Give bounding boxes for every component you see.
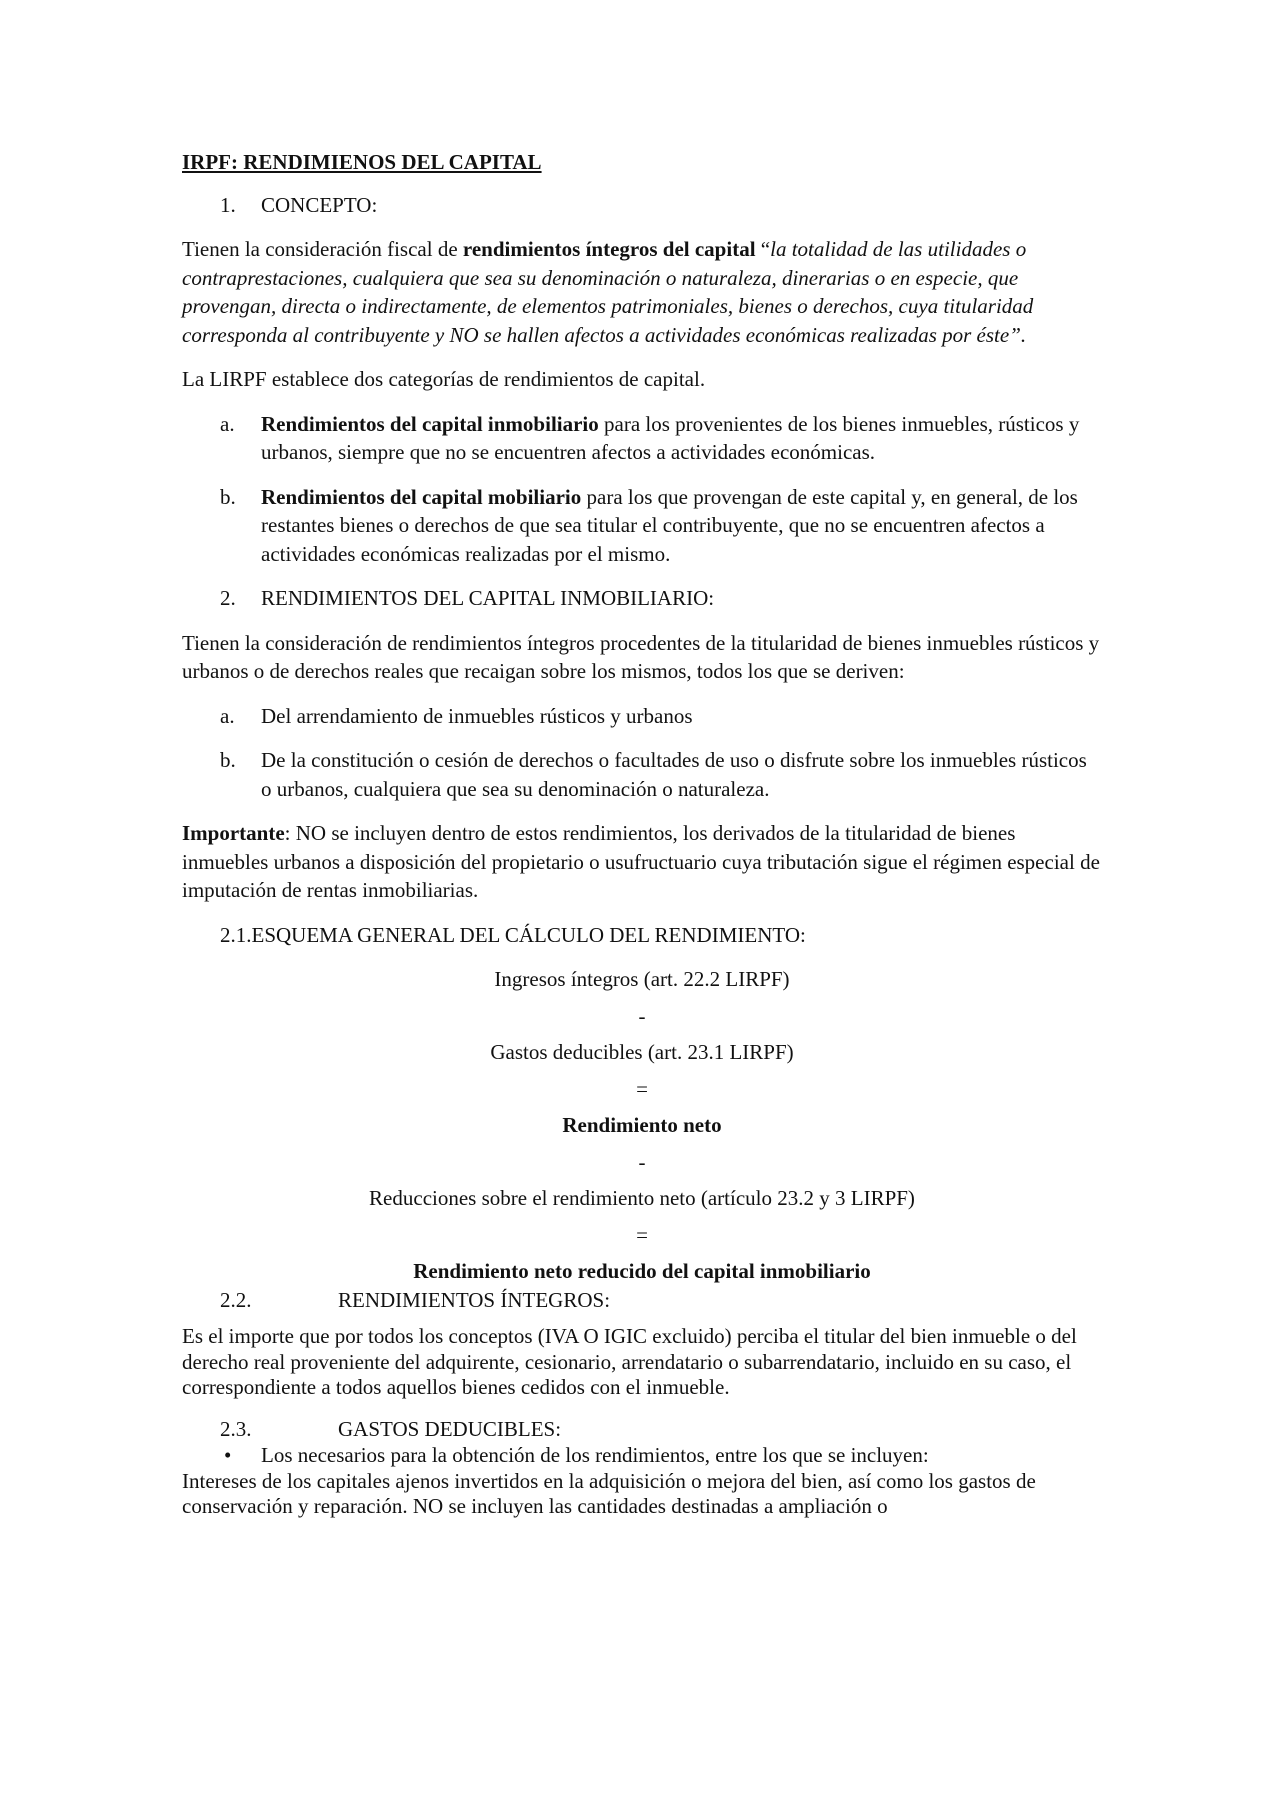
section-title: RENDIMIENTOS DEL CAPITAL INMOBILIARIO: [261,586,715,610]
list-text: para los que provengan de este capital y, en general, de los restantes bienes o derechos de que sea titular el contribuyente, que no se encuentren afectos a actividades económicas realizadas por el mismo. [261,484,1078,566]
scheme-final-result: Rendimiento neto reducido del capital inmobiliario [413,1259,871,1283]
gastos-paragraph: Intereses de los capitales ajenos invertidos en la adquisición o mejora del bien, así como los gastos de conservación y reparación. NO se incluyen las cantidades destinadas a ampliación o [182,1468,1036,1518]
list-item [182,410,1102,467]
bullet-marker: • [224,1443,232,1467]
section-title: GASTOS DEDUCIBLES: [338,1416,562,1441]
integros-paragraph: Es el importe que por todos los conceptos (IVA O IGIC excluido) perciba el titular del bien inmueble o del derecho real proveniente del adquirente, cesionario, arrendatario o subarrendatario, incluido en su caso, el correspondiente a todos aquellos bienes cedidos con el inmueble. [182,1324,1077,1399]
scheme-result: Rendimiento neto [562,1113,722,1137]
section-number: 2.3. [220,1416,252,1441]
scheme-operator: - [638,1003,646,1028]
section-number: 1. [220,192,236,217]
bold-term: rendimientos íntegros del capital [462,237,756,261]
scheme-operator: - [638,1149,646,1174]
bullet-text: Los necesarios para la obtención de los rendimientos, entre los que se incluyen: [261,1443,929,1467]
important-note [182,819,1102,905]
section-1-heading [182,191,1102,220]
section-title: CONCEPTO: [261,192,378,217]
concept-paragraph [182,235,1102,349]
bold-term: Rendimientos del capital mobiliario [261,484,582,509]
section-number: 2. [220,586,236,610]
list-text: De la constitución o cesión de derechos o facultades de uso o disfrute sobre los inmuebles rústicos o urbanos, cualquiera que sea su denominación o naturaleza. [261,748,1087,801]
list-item [182,702,1102,731]
categories-intro: La LIRPF establece dos categorías de rendimientos de capital. [182,367,706,391]
section-2-heading [182,584,1102,613]
scheme-operator: = [636,1222,648,1247]
section-2-1-heading: 2.1.ESQUEMA GENERAL DEL CÁLCULO DEL RENDIMIENTO: [220,922,806,947]
inmobiliario-paragraph: Tienen la consideración de rendimientos íntegros procedentes de la titularidad de bienes inmuebles rústicos y urbanos o de derechos reales que recaigan sobre los mismos, todos los que se deriven: [182,630,1100,683]
scheme-line: Reducciones sobre el rendimiento neto (artículo 23.2 y 3 LIRPF) [369,1186,915,1210]
text-span: Tienen la consideración fiscal de [182,237,463,261]
section-number: 2.2. [220,1287,252,1312]
section-2-2-heading [182,1286,1102,1315]
list-marker: a. [220,703,235,728]
scheme-operator: = [636,1076,648,1101]
document-title: IRPF: RENDIMIENOS DEL CAPITAL [182,150,542,174]
section-2-3-heading [182,1415,1102,1444]
bold-term: Rendimientos del capital inmobiliario [261,411,599,436]
section-title: RENDIMIENTOS ÍNTEGROS: [338,1287,611,1312]
quote-open: “ [755,237,771,261]
important-text: : NO se incluyen dentro de estos rendimientos, los derivados de la titularidad de bienes inmuebles urbanos a disposición del propietario o usufructuario cuya tributación sigue el régimen especial de imputación de rentas inmobiliarias. [182,821,1100,902]
list-text: para los provenientes de los bienes inmuebles, rústicos y urbanos, siempre que no se encuentren afectos a actividades económicas. [261,411,1080,464]
list-text: Del arrendamiento de inmuebles rústicos y urbanos [261,703,693,728]
scheme-line: Gastos deducibles (art. 23.1 LIRPF) [490,1040,794,1064]
list-marker: b. [220,484,236,509]
list-marker: a. [220,411,235,436]
scheme-line: Ingresos íntegros (art. 22.2 LIRPF) [494,967,790,991]
list-item [182,746,1102,803]
legal-quote: la totalidad de las utilidades o contraprestaciones, cualquiera que sea su denominación o naturaleza, dinerarias o en especie, que provengan, directa o indirectamente, de elementos patrimoniales, bienes o derechos, cuya titularidad corresponda al contribuyente y NO se hallen afectos a actividades económicas realizadas por éste”. [182,237,1034,347]
list-marker: b. [220,748,236,772]
document-body [182,148,1102,1520]
important-label: Importante [182,821,285,845]
list-item [182,483,1102,569]
bullet-item [182,1443,1102,1469]
